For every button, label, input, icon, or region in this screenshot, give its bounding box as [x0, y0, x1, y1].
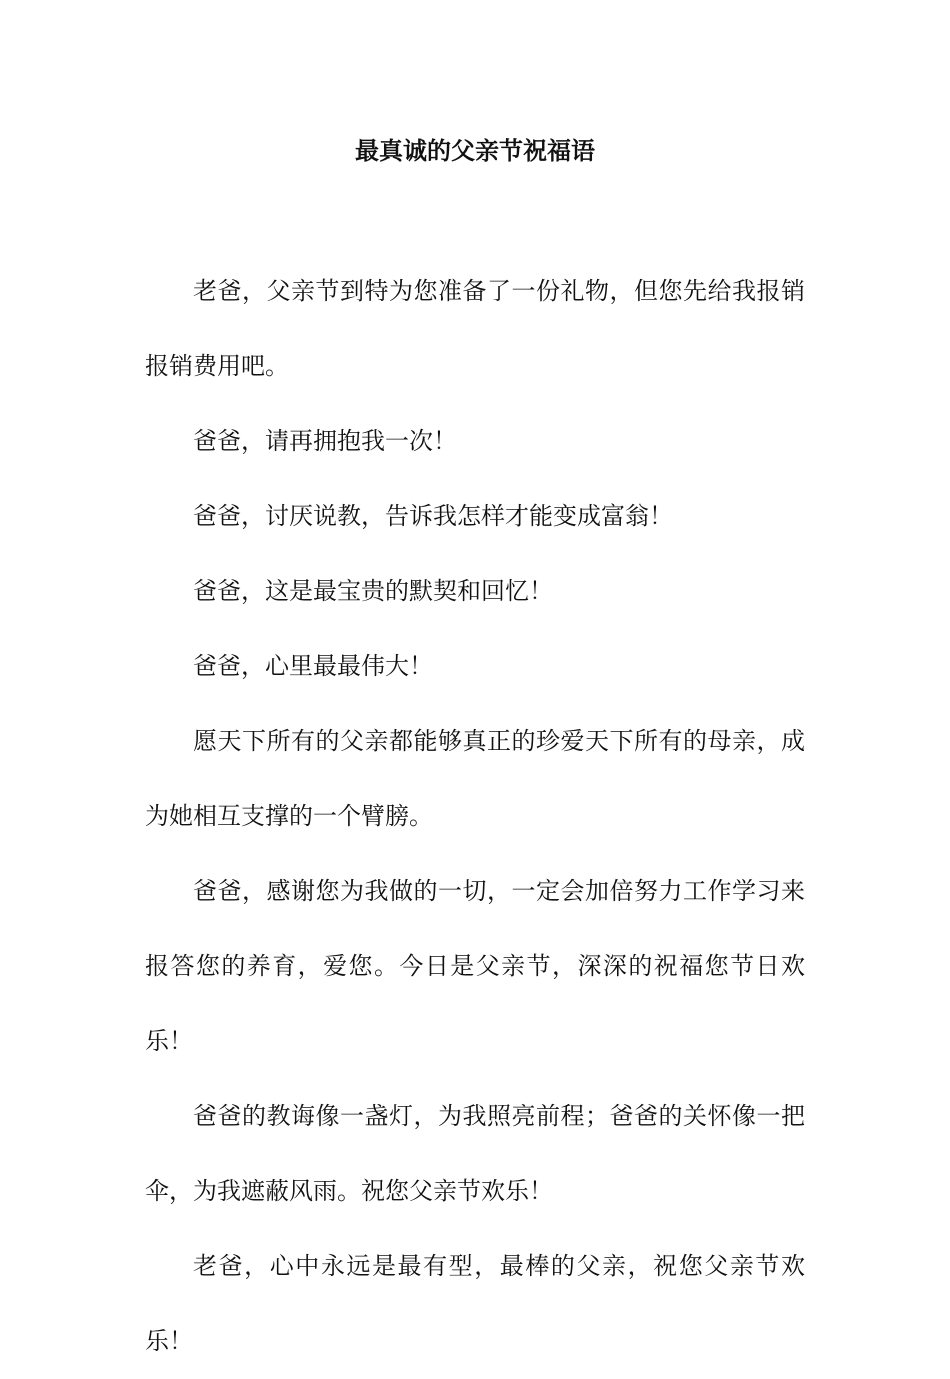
paragraph-7: 爸爸，感谢您为我做的一切，一定会加倍努力工作学习来报答您的养育，爱您。今日是父亲节，深深的祝福您节日欢乐！: [145, 877, 805, 1055]
paragraph-3: 爸爸，讨厌说教，告诉我怎样才能变成富翁！: [193, 502, 673, 530]
paragraph-5: 爸爸，心里最最伟大！: [193, 652, 433, 680]
paragraph-9: 老爸，心中永远是最有型，最棒的父亲，祝您父亲节欢乐！: [145, 1252, 805, 1355]
paragraph-6: 愿天下所有的父亲都能够真正的珍爱天下所有的母亲，成为她相互支撑的一个臂膀。: [145, 727, 805, 830]
paragraph-2: 爸爸，请再拥抱我一次！: [193, 427, 457, 455]
paragraph-8: 爸爸的教诲像一盏灯，为我照亮前程；爸爸的关怀像一把伞，为我遮蔽风雨。祝您父亲节欢乐！: [145, 1102, 805, 1205]
document-body: [145, 254, 805, 1379]
paragraph-1: 老爸，父亲节到特为您准备了一份礼物，但您先给我报销报销费用吧。: [145, 277, 805, 380]
paragraph-4: 爸爸，这是最宝贵的默契和回忆！: [193, 577, 553, 605]
document-title: 最真诚的父亲节祝福语: [355, 136, 595, 165]
